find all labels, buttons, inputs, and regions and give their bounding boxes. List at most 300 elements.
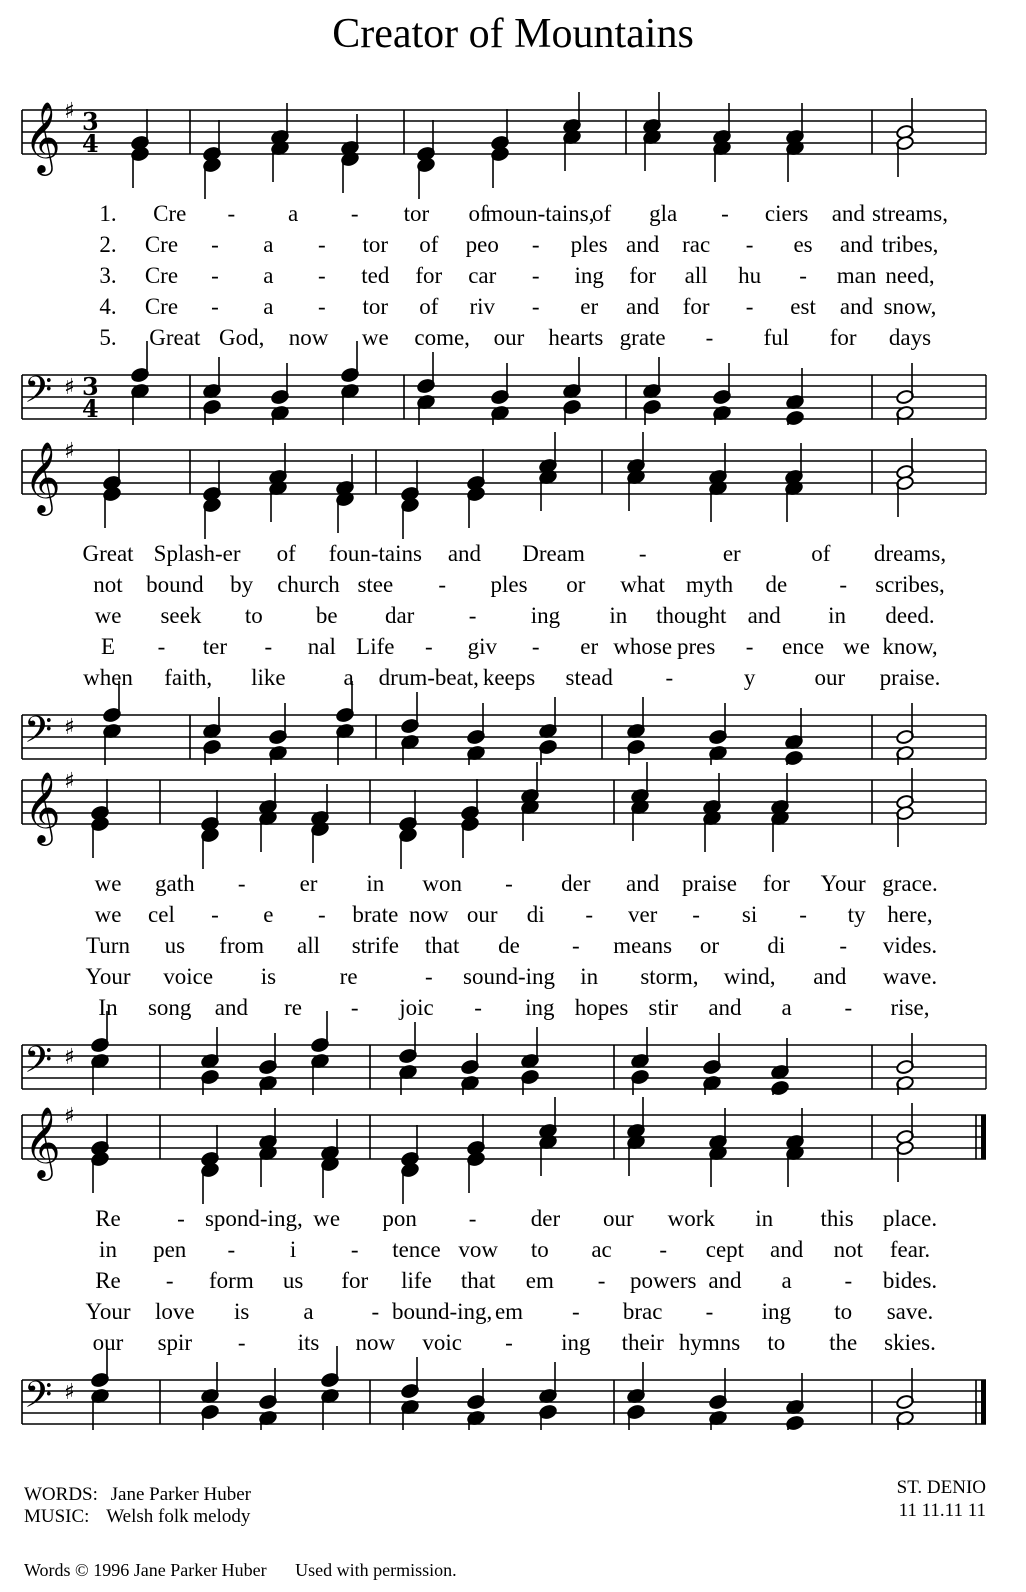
alto-note [467,486,486,528]
lyric-syllable: 3. [99,263,117,288]
tenor-note [401,692,420,734]
lyric-syllable: a [781,1268,792,1293]
lyric-syllable: means [613,933,673,958]
lyric-syllable: we [94,871,122,896]
tenor-note [259,1033,278,1075]
alto-note [785,480,804,522]
lyric-syllable: praise. [879,665,941,690]
lyric-syllable: thought [656,603,727,628]
time-signature-top: 3 [82,372,99,401]
lyric-syllable: ing [530,603,561,628]
tenor-note [896,363,915,405]
lyric-syllable: our [814,665,846,690]
lyric-syllable: for [682,294,710,319]
melody-note [259,773,278,815]
lyric-syllable: we [843,634,870,659]
alto-note [771,810,790,852]
lyric-syllable: be [315,603,338,628]
lyric-syllable: keeps [482,665,536,690]
syllable-hyphen: - [318,902,326,927]
alto-note [631,799,650,841]
lyric-syllable: form [209,1268,254,1293]
tune-name: ST. DENIO [896,1477,986,1498]
syllable-hyphen: - [531,294,540,319]
lyric-syllable: and [839,232,874,257]
alto-note [203,157,222,199]
lyric-syllable: here, [887,902,933,927]
lyric-syllable: voic [422,1330,462,1355]
lyric-syllable: er [722,541,741,566]
lyric-syllable: er [580,634,599,659]
lyric-syllable: us [164,933,186,958]
syllable-hyphen: - [571,933,580,958]
syllable-hyphen: - [227,201,236,226]
lyric-syllable: ted [361,263,390,288]
lyric-syllable: strife [351,933,399,958]
syllable-hyphen: - [505,871,513,896]
lyric-syllable: Great [149,325,201,350]
lyric-syllable: tence [392,1237,441,1262]
verse-lyrics-system-2 [0,540,1026,695]
melody-note [896,438,915,480]
melody-note [399,790,418,832]
lyric-syllable: di [767,933,786,958]
copyright-text: Words © 1996 Jane Parker Huber [24,1560,267,1580]
lyric-syllable: and [831,201,865,226]
melody-note [201,790,220,832]
lyric-syllable: di [526,902,545,927]
verse-lyrics-system-1 [0,200,1026,355]
alto-note [341,151,360,193]
syllable-hyphen: - [531,263,540,288]
treble-clef-icon: 𝄞 [24,440,61,513]
melody-note [631,762,650,804]
alto-note [709,1145,728,1187]
lyric-syllable: or [699,933,720,958]
bass-clef-icon: 𝄢 [24,709,53,760]
key-signature-sharp-icon: ♯ [64,1045,75,1070]
syllable-hyphen: - [468,1206,477,1231]
tenor-note [399,1022,418,1064]
syllable-hyphen: - [424,634,433,659]
lyric-syllable: ful [763,325,790,350]
alto-note [461,816,480,858]
tenor-note [201,1362,220,1404]
lyric-syllable: E [100,634,116,659]
lyric-syllable: cept [705,1237,745,1262]
lyric-syllable: dreams, [873,541,947,566]
lyric-syllable: for [829,325,857,350]
lyric-syllable: of [468,201,488,226]
treble-staff [22,1115,986,1159]
lyric-syllable: and [708,995,742,1020]
alto-note [896,475,915,517]
tenor-note [461,1033,480,1075]
lyric-syllable: voice [163,964,214,989]
syllable-hyphen: - [264,634,273,659]
lyric-syllable: Turn [86,933,130,958]
syllable-hyphen: - [424,964,433,989]
lyric-syllable: Cre [144,294,179,319]
lyric-syllable: 5. [99,325,117,350]
alto-note [643,129,662,171]
melody-note [709,1108,728,1150]
alto-note [311,821,330,863]
tenor-note [709,1368,728,1410]
lyric-syllable: 4. [99,294,117,319]
lyric-syllable: ing [574,263,604,288]
alto-note [896,1140,915,1182]
hymn-title: Creator of Mountains [332,11,694,57]
words-author: Jane Parker Huber [110,1484,251,1505]
lyric-syllable: Your [820,871,866,896]
lyric-syllable: in [828,603,847,628]
melody-note [401,1125,420,1167]
lyric-syllable: work [667,1206,715,1231]
alto-note [896,805,915,847]
lyric-syllable: stee [357,572,394,597]
tenor-note [643,357,662,399]
syllable-hyphen: - [531,232,540,257]
tenor-note [467,703,486,745]
lyric-syllable: cel [148,902,175,927]
lyric-syllable: der [561,871,591,896]
syllable-hyphen: - [571,1299,580,1324]
lyric-syllable: man [836,263,877,288]
bass-clef-icon: 𝄢 [24,1039,53,1090]
lyric-syllable: our [92,1330,124,1355]
lyric-syllable: stead [565,665,613,690]
syllable-hyphen: - [237,1330,246,1355]
lyric-syllable: faith, [164,665,213,690]
lyric-syllable: wave. [882,964,938,989]
lyric-syllable: ples [490,572,528,597]
lyric-syllable: or [566,572,586,597]
lyric-syllable: the [829,1330,858,1355]
lyric-syllable: that [460,1268,496,1293]
lyric-syllable: not [93,572,123,597]
lyric-syllable: life [401,1268,432,1293]
bass-note [539,1404,558,1430]
melody-note [771,773,790,815]
syllable-hyphen: - [844,1268,853,1293]
verse-lyrics-system-3 [0,870,1026,1025]
lyric-syllable: a [263,294,274,319]
lyric-syllable: 1. [99,201,117,226]
music-source: Welsh folk melody [106,1506,251,1527]
lyric-syllable: brate [352,902,399,927]
melody-note [467,1114,486,1156]
lyric-syllable: ing [761,1299,792,1324]
melody-note [896,1103,915,1145]
tenor-note [771,1038,790,1080]
lyric-syllable: der [530,1206,561,1231]
tenor-note [896,1368,915,1410]
alto-note [417,157,436,199]
tenor-note [521,1027,540,1069]
syllable-hyphen: - [839,933,847,958]
lyric-syllable: we [313,1206,341,1231]
melody-note [539,432,558,474]
words-label: WORDS: [24,1484,98,1505]
lyric-syllable: save. [886,1299,934,1324]
time-signature-top: 3 [82,107,99,136]
syllable-hyphen: - [371,1299,380,1324]
alto-note [201,827,220,869]
syllable-hyphen: - [211,294,219,319]
lyric-syllable: and [813,964,847,989]
lyric-syllable: ty [847,902,866,927]
syllable-hyphen: - [318,294,326,319]
lyric-syllable: of [811,541,831,566]
lyric-syllable: bides. [882,1268,938,1293]
lyric-syllable: we [361,325,389,350]
lyric-syllable: snow, [883,294,937,319]
lyric-syllable: and [447,541,482,566]
lyric-syllable: 2. [99,232,117,257]
syllable-hyphen: - [211,232,219,257]
lyric-syllable: Your [85,964,131,989]
lyric-syllable: ples [570,232,608,257]
lyric-syllable: Cre [144,232,179,257]
lyric-syllable: in [99,1237,117,1262]
syllable-hyphen: - [638,541,647,566]
lyric-syllable: sound-ing [463,964,555,989]
lyric-syllable: bound-ing, [392,1299,493,1324]
lyric-syllable: need, [885,263,935,288]
lyric-syllable: In [98,995,118,1020]
lyric-syllable: in [609,603,628,628]
syllable-hyphen: - [659,1237,668,1262]
syllable-hyphen: - [721,201,729,226]
lyric-syllable: vow [458,1237,498,1262]
lyric-line [0,262,1026,293]
syllable-hyphen: - [177,1206,185,1231]
lyric-syllable: Re [95,1206,121,1231]
melody-note [786,103,805,145]
lyric-line [0,901,1026,932]
syllable-hyphen: - [165,1268,174,1293]
melody-note [203,460,222,502]
alto-note [467,1151,486,1193]
melody-note [896,768,915,810]
lyric-syllable: and [747,603,781,628]
lyric-syllable: all [297,933,320,958]
tenor-note [417,352,436,394]
melody-note [321,1119,340,1161]
lyric-syllable: its [297,1330,320,1355]
lyric-syllable: our [493,325,525,350]
lyric-syllable: deed. [885,603,935,628]
alto-note [521,799,540,841]
tenor-note [201,1027,220,1069]
lyric-syllable: hearts [548,325,604,350]
lyric-line [0,1329,1026,1360]
lyric-syllable: Splash-er [153,541,241,566]
alto-note [786,140,805,182]
melody-note [203,120,222,162]
lyric-syllable: their [621,1330,664,1355]
bass-note [201,1404,220,1430]
syllable-hyphen: - [350,201,359,226]
lyric-syllable: gla [649,201,678,226]
lyric-syllable: tor [403,201,430,226]
syllable-hyphen: - [745,232,754,257]
lyric-syllable: bound [146,572,204,597]
lyric-syllable: is [233,1299,250,1324]
alto-note [269,480,288,522]
lyric-line [0,870,1026,901]
lyric-syllable: Your [85,1299,131,1324]
key-signature-sharp-icon: ♯ [64,1104,75,1129]
lyric-syllable: a [781,995,792,1020]
tenor-note [703,1033,722,1075]
syllable-hyphen: - [705,325,714,350]
lyric-syllable: es [793,232,813,257]
lyric-syllable: song [147,995,192,1020]
melody-note [131,109,150,151]
syllable-hyphen: - [211,263,219,288]
melody-note [311,784,330,826]
tenor-note [627,1362,646,1404]
lyric-syllable: for [762,871,790,896]
lyric-syllable: for [415,263,443,288]
lyric-line [0,602,1026,633]
lyric-syllable: spond-ing, [204,1206,303,1231]
lyric-syllable: i [289,1237,297,1262]
lyric-syllable: de [765,572,788,597]
lyric-syllable: a [263,263,274,288]
syllable-hyphen: - [318,263,326,288]
melody-note [896,98,915,140]
alto-note [703,810,722,852]
key-signature-sharp-icon: ♯ [64,769,75,794]
melody-note [491,109,510,151]
syllable-hyphen: - [468,603,477,628]
tenor-note [401,1357,420,1399]
melody-note [785,443,804,485]
syllable-hyphen: - [597,1268,606,1293]
lyric-syllable: this [820,1206,854,1231]
permission-text: Used with permission. [295,1560,457,1580]
syllable-hyphen: - [665,665,674,690]
lyric-syllable: days [888,325,932,350]
lyric-syllable: to [767,1330,786,1355]
lyric-syllable: whose [613,634,673,659]
lyric-syllable: come, [414,325,470,350]
tenor-note [467,1368,486,1410]
melody-note [627,432,646,474]
melody-note [563,92,582,134]
lyric-syllable: our [466,902,498,927]
melody-note [521,762,540,804]
melody-note [201,1125,220,1167]
treble-staff [22,450,986,494]
melody-note [271,103,290,145]
melody-note [91,1114,110,1156]
lyric-syllable: nal [307,634,336,659]
lyric-syllable: know, [882,634,938,659]
melody-note [703,773,722,815]
lyric-syllable: when [83,665,133,690]
lyric-syllable: wind, [723,964,776,989]
lyric-syllable: vides. [882,933,938,958]
bass-clef-icon: 𝄢 [24,369,53,420]
lyric-syllable: scribes, [875,572,945,597]
lyric-syllable: em [525,1268,554,1293]
lyric-syllable: of [591,201,612,226]
bass-note [627,1404,646,1430]
lyric-syllable: is [260,964,277,989]
lyric-syllable: car [468,263,497,288]
lyric-line [0,293,1026,324]
lyric-syllable: pres [676,634,716,659]
treble-staff [22,780,986,824]
lyric-syllable: hu [738,263,762,288]
alto-note [259,1145,278,1187]
lyric-syllable: moun-tains, [485,201,595,226]
lyric-syllable: re [339,964,358,989]
lyric-syllable: our [603,1206,634,1231]
lyric-syllable: rise, [890,995,930,1020]
lyric-syllable: y [743,665,756,690]
alto-note [203,497,222,539]
alto-note [563,129,582,171]
alto-note [401,497,420,539]
key-signature-sharp-icon: ♯ [64,715,75,740]
tenor-note [709,703,728,745]
alto-note [786,1145,805,1187]
lyric-syllable: peo [465,232,499,257]
alto-note [271,140,290,182]
lyric-syllable: tribes, [881,232,939,257]
alto-note [91,816,110,858]
syllable-hyphen: - [531,634,540,659]
lyric-syllable: in [366,871,385,896]
lyric-syllable: e [263,902,274,927]
key-signature-sharp-icon: ♯ [64,99,75,124]
alto-note [131,146,150,188]
melody-note [341,114,360,156]
lyric-line [0,200,1026,231]
lyric-syllable: est [790,294,816,319]
lyric-syllable: gath [155,871,195,896]
lyric-syllable: a [303,1299,314,1324]
alto-note [401,1162,420,1204]
lyric-syllable: ence [781,634,825,659]
alto-note [259,810,278,852]
lyric-syllable: myth [685,572,734,597]
lyric-syllable: re [284,995,302,1020]
melody-note [259,1108,278,1150]
lyric-syllable: giv [467,634,497,659]
melody-note [269,443,288,485]
verse-lyrics-system-4 [0,1205,1026,1360]
syllable-hyphen: - [844,995,853,1020]
lyric-syllable: Dream [522,541,585,566]
syllable-hyphen: - [211,902,219,927]
lyric-syllable: now [408,902,449,927]
tenor-note [627,697,646,739]
lyric-line [0,324,1026,355]
lyric-syllable: praise [682,871,737,896]
syllable-hyphen: - [745,634,754,659]
tenor-note [271,363,290,405]
lyric-syllable: and [708,1268,742,1293]
lyric-syllable: ver [627,902,658,927]
lyric-syllable: won [422,871,462,896]
lyric-syllable: tor [362,294,389,319]
